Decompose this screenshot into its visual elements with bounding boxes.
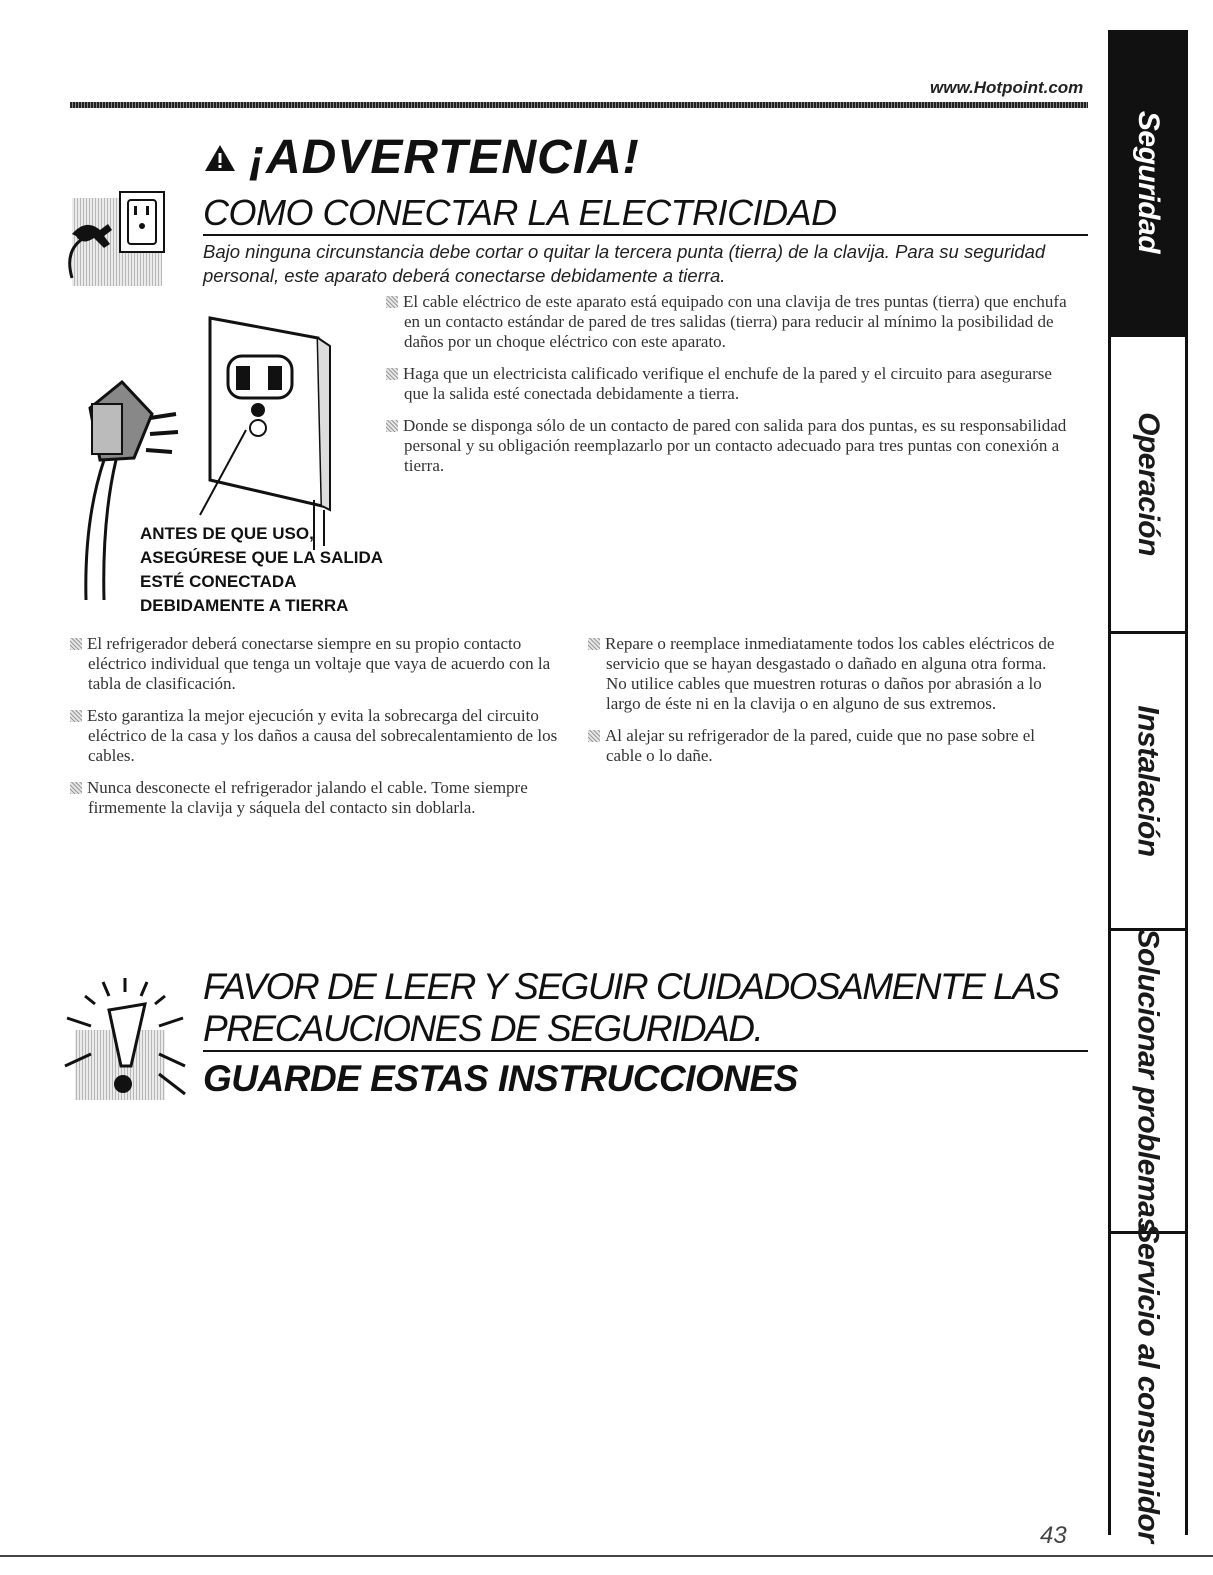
warning-title-text: ¡ADVERTENCIA! [249,131,640,184]
section-rule [203,234,1088,236]
section-intro: Bajo ninguna circunstancia debe cortar o quitar la tercera punta (tierra) de la clavija. Para su seguridad personal, este aparato deberá conectarse debidamente a tierra. [203,241,1046,286]
list-item [386,364,1076,404]
tab-label: Servicio al consumidor [1132,1223,1166,1543]
bullet-icon [70,638,82,650]
caption-line: ASEGÚRESE QUE LA SALIDA [140,548,384,567]
list-item-text: Haga que un electricista calificado verifique el enchufe de la pared y el circuito para asegurarse que la salida esté conectada debidamente a tierra. [403,364,1052,403]
right-column [588,634,1063,778]
bullet-icon [588,638,600,650]
tab-instalacion[interactable] [1111,634,1185,931]
section-tabs [1108,30,1188,1543]
list-item-text: Al alejar su refrigerador de la pared, cuide que no pase sobre el cable o lo dañe. [605,726,1035,765]
bullet-icon [386,420,398,432]
bullet-icon [70,782,82,794]
tab-seguridad[interactable] [1111,30,1185,337]
website-url: www.Hotpoint.com [930,78,1084,97]
figure-caption [140,522,400,618]
list-item [70,634,570,694]
left-column [70,634,570,830]
section-title: COMO CONECTAR LA ELECTRICIDAD [203,192,837,233]
page-number: 43 [1040,1522,1067,1549]
grounding-paragraphs [386,292,1076,488]
tab-label: Solucionar problemas [1132,928,1166,1234]
read-follow-notice: FAVOR DE LEER Y SEGUIR CUIDADOSAMENTE LAS PRECAUCIONES DE SEGURIDAD. [203,966,1059,1049]
list-item [70,706,570,766]
bullet-icon [386,368,398,380]
tab-servicio-al-consumidor[interactable] [1111,1223,1185,1543]
plug-outlet-icon [62,186,174,290]
header-divider [70,102,1088,108]
list-item-text: Nunca desconecte el refrigerador jalando el cable. Tome siempre firmemente la clavija y sáquela del contacto sin doblarla. [87,778,528,817]
list-item [70,778,570,818]
caution-burst-icon [55,970,195,1110]
list-item-text: El cable eléctrico de este aparato está equipado con una clavija de tres puntas (tierra) que enchufa en un contacto estándar de pared de tres salidas (tierra) para reducir al mínimo la posibilidad de daños por un choque eléctrico con este aparato. [403,292,1067,351]
list-item-text: Esto garantiza la mejor ejecución y evita la sobrecarga del circuito eléctrico de la casa y los daños a causa del sobrecalentamiento de los cables. [87,706,558,765]
bullet-icon [588,730,600,742]
warning-triangle-icon [203,143,237,173]
list-item [386,416,1076,476]
list-item [386,292,1076,352]
caption-line: ANTES DE QUE USO, [140,524,314,543]
warning-title [203,130,640,185]
list-item-text: Repare o reemplace inmediatamente todos los cables eléctricos de servicio que se hayan desgastado o dañado en alguna otra forma. No utilice cables que muestren roturas o daños por abrasión a lo largo de éste ni en la clavija o en alguno de sus extremos. [605,634,1055,713]
caption-line: ESTÉ CONECTADA [140,572,297,591]
list-item [588,726,1063,766]
page-bottom-rule [0,1555,1213,1557]
list-item-text: El refrigerador deberá conectarse siempre en su propio contacto eléctrico individual que tenga un voltaje que vaya de acuerdo con la tabla de clasificación. [87,634,551,693]
list-item-text: Donde se disponga sólo de un contacto de pared con salida para dos puntas, es su responsabilidad personal y su obligación reemplazarlo por un contacto adecuado para tres puntas con conexión a tierra. [403,416,1067,475]
tab-label: Operación [1132,412,1165,556]
bullet-icon [70,710,82,722]
tab-operacion[interactable] [1111,337,1185,634]
caption-line: DEBIDAMENTE A TIERRA [140,596,349,615]
tab-label: Instalación [1132,705,1165,857]
bottom-rule [203,1050,1088,1052]
tab-solucionar-problemas[interactable] [1111,928,1185,1234]
list-item [588,634,1063,714]
tab-label: Seguridad [1132,110,1166,254]
bullet-icon [386,296,398,308]
save-instructions: GUARDE ESTAS INSTRUCCIONES [203,1058,798,1099]
